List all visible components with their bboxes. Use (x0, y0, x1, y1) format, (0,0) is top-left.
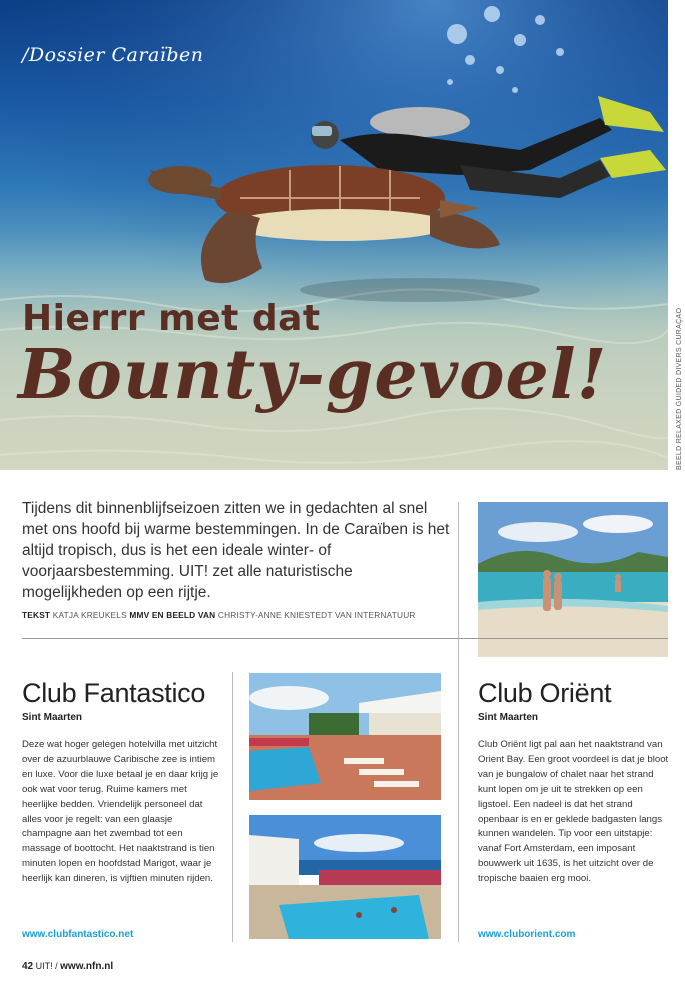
byline-source: CHRISTY-ANNE KNIESTEDT VAN INTERNATUUR (217, 610, 416, 620)
pool-photo-2 (249, 815, 441, 939)
club-orient-link[interactable]: www.cluborient.com (478, 929, 576, 940)
column-divider (232, 672, 233, 942)
page-footer: 42 UIT! / www.nfn.nl (22, 961, 114, 972)
club-orient-title: Club Oriënt (478, 678, 612, 708)
club-fantastico-body: Deze wat hoger gelegen hotelvilla met uitzicht over de azuurblauwe Caribische zee is intiem en luxe. Voor die luxe betaal je en daar krijg je ook wat voor terug. Ruime kamers met heerlijke bedden. Vriendelijk personeel dat alles voor je regelt: van een glaasje champagne aan het zwembad tot een massage of boottocht. Het naaktstrand is tien minuten lopen en hoofdstad Marigot, waar je heerlijk kan dineren, is vijftien minuten rijden. (22, 739, 219, 885)
headline-line-2: Bounty-gevoel! (18, 335, 608, 415)
page-number: 42 (22, 961, 34, 972)
section-label: /Dossier Caraïben (22, 44, 204, 66)
byline-label-text: TEKST (22, 610, 51, 620)
club-fantastico-title: Club Fantastico (22, 678, 206, 708)
byline (22, 610, 462, 620)
club-orient-body: Club Oriënt ligt pal aan het naaktstrand van Orient Bay. Een groot voordeel is dat je bloot van je bungalow of chalet naar het strand kunt lopen om je uit te strekken op een ligstoel. Een nadeel is dat het strand openbaar is en er geklede badgasten langs kunnen wandelen. Tip voor een uitstapje: vanaf Fort Amsterdam, een imposant bouwwerk uit 1635, is het uitzicht over de tropische baaien erg mooi. (478, 739, 669, 885)
byline-author: KATJA KREUKELS (52, 610, 127, 620)
column-divider-right (458, 502, 459, 942)
club-orient-location: Sint Maarten (478, 712, 539, 723)
club-fantastico-location: Sint Maarten (22, 712, 83, 723)
club-fantastico-link[interactable]: www.clubfantastico.net (22, 929, 134, 940)
photo-credit-text: BEELD RELAXED GUIDED DIVERS CURAÇAO (676, 307, 683, 470)
byline-label-image: MMV EN BEELD VAN (129, 610, 216, 620)
pool-photo-1 (249, 673, 441, 800)
intro-paragraph: Tijdens dit binnenblijfseizoen zitten we in gedachten al snel met ons hoofd bij warme bestemmingen. In de Caraïben is het altijd tropisch, dus is het een ideale winter- of voorjaarsbestemming. UIT! zet alle naturistische mogelijkheden op een rijtje. (22, 500, 450, 601)
headline-line-1: Hierrr met dat (22, 298, 321, 339)
divider (22, 638, 668, 639)
magazine-name: UIT! (35, 961, 53, 971)
hero-photo (0, 0, 668, 470)
beach-photo (478, 502, 668, 657)
footer-site[interactable]: www.nfn.nl (60, 961, 114, 972)
photo-credit (669, 300, 685, 470)
